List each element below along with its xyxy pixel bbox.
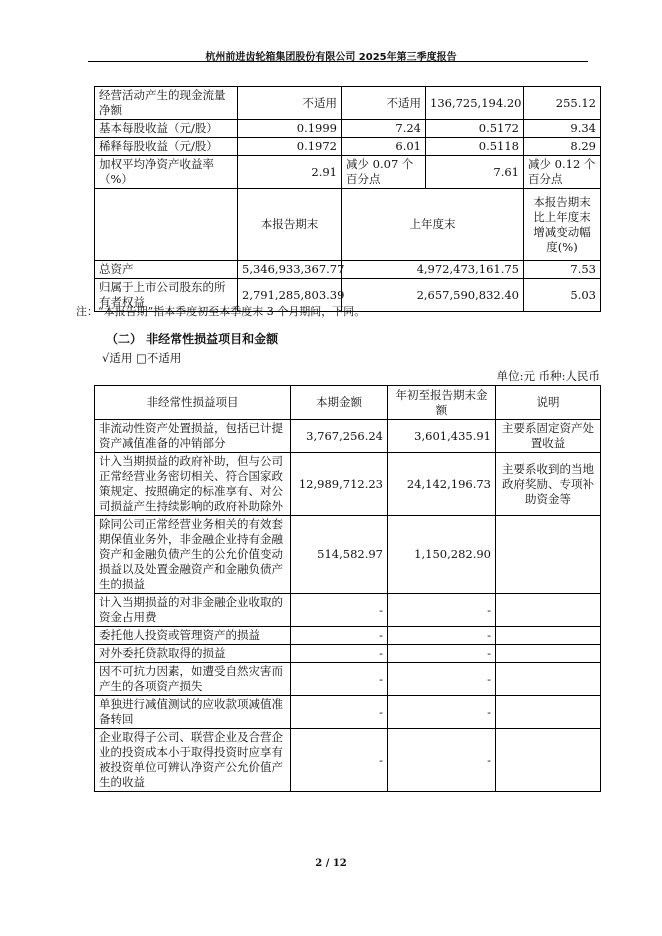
column-header: 本期金额 xyxy=(291,386,388,420)
table-row xyxy=(95,627,601,645)
cell-value: 255.12 xyxy=(524,87,601,120)
table-row xyxy=(95,645,601,663)
row-label: 总资产 xyxy=(95,261,238,279)
cell-value: 514,582.97 xyxy=(291,516,388,594)
column-header: 年初至报告期末金额 xyxy=(388,386,496,420)
cell-desc: 主要系固定资产处置收益 xyxy=(496,420,601,453)
cell-value: - xyxy=(291,594,388,627)
cell-value: 4,972,473,161.75 xyxy=(342,261,524,279)
cell-value: 2,791,285,803.39 xyxy=(238,279,342,312)
table-row xyxy=(95,138,601,156)
cell-value: 减少 0.07 个百分点 xyxy=(342,156,426,189)
cell-desc xyxy=(496,594,601,627)
item-label: 除同公司正常经营业务相关的有效套期保值业务外，非金融企业持有金融资产和金融负债产生的公允价值变动损益以及处置金融资产和金融负债产生的损益 xyxy=(95,516,291,594)
row-label: 归属于上市公司股东的所有者权益 xyxy=(95,279,238,312)
table-row xyxy=(95,594,601,627)
cell-desc xyxy=(496,645,601,663)
cell-value: 136,725,194.20 xyxy=(426,87,524,120)
cell-value: 0.1999 xyxy=(238,120,342,138)
item-label: 因不可抗力因素，如遭受自然灾害而产生的各项资产损失 xyxy=(95,663,291,696)
cell-value: 3,767,256.24 xyxy=(291,420,388,453)
non-recurring-items-table xyxy=(94,385,601,792)
row-label: 经营活动产生的现金流量净额 xyxy=(95,87,238,120)
cell-value: - xyxy=(291,645,388,663)
table-row xyxy=(95,156,601,189)
column-header: 本报告期末比上年度末增减变动幅度(%) xyxy=(524,189,601,261)
cell-value: 24,142,196.73 xyxy=(388,453,496,516)
cell-desc xyxy=(496,696,601,729)
item-label: 企业取得子公司、联营企业及合营企业的投资成本小于取得投资时应享有被投资单位可辨认净资产公允价值产生的收益 xyxy=(95,729,291,792)
row-label: 稀释每股收益（元/股） xyxy=(95,138,238,156)
row-label: 基本每股收益（元/股） xyxy=(95,120,238,138)
row-label: 加权平均净资产收益率（%） xyxy=(95,156,238,189)
cell-value: - xyxy=(291,663,388,696)
table-header-row xyxy=(95,386,601,420)
item-label: 委托他人投资或管理资产的损益 xyxy=(95,627,291,645)
table-row xyxy=(95,420,601,453)
applicable-checkbox-text: √适用 □不适用 xyxy=(102,351,182,365)
cell-value: 8.29 xyxy=(524,138,601,156)
column-header: 说明 xyxy=(496,386,601,420)
cell-desc xyxy=(496,729,601,792)
cell-value: - xyxy=(388,696,496,729)
table-row xyxy=(95,261,601,279)
cell-value: - xyxy=(291,696,388,729)
table-row xyxy=(95,696,601,729)
header-rule xyxy=(88,61,588,62)
cell-value: - xyxy=(388,627,496,645)
column-header: 上年度末 xyxy=(342,189,524,261)
cell-value: 2.91 xyxy=(238,156,342,189)
page-number: 2 / 12 xyxy=(315,858,347,869)
table-row xyxy=(95,663,601,696)
table-row xyxy=(95,120,601,138)
cell-value: 不适用 xyxy=(238,87,342,120)
cell-value: - xyxy=(388,594,496,627)
cell-value: 12,989,712.23 xyxy=(291,453,388,516)
cell-value: - xyxy=(388,663,496,696)
cell-value: 2,657,590,832.40 xyxy=(342,279,524,312)
cell-value: - xyxy=(388,645,496,663)
cell-value: 减少 0.12 个百分点 xyxy=(524,156,601,189)
table-row xyxy=(95,729,601,792)
cell-value: 7.53 xyxy=(524,261,601,279)
section-title: （二） 非经常性损益项目和金额 xyxy=(106,332,279,346)
cell-value: 0.5118 xyxy=(426,138,524,156)
cell-value: 0.1972 xyxy=(238,138,342,156)
cell-value: - xyxy=(291,627,388,645)
item-label: 非流动性资产处置损益，包括已计提资产减值准备的冲销部分 xyxy=(95,420,291,453)
cell-desc xyxy=(496,627,601,645)
table-subheader-row xyxy=(95,189,601,261)
cell-desc: 主要系收到的当地政府奖励、专项补助资金等 xyxy=(496,453,601,516)
item-label: 单独进行减值测试的应收款项减值准备转回 xyxy=(95,696,291,729)
column-header: 非经常性损益项目 xyxy=(95,386,291,420)
item-label: 计入当期损益的对非金融企业收取的资金占用费 xyxy=(95,594,291,627)
column-header: 本报告期末 xyxy=(238,189,342,261)
cell-value: 不适用 xyxy=(342,87,426,120)
cell-value: 9.34 xyxy=(524,120,601,138)
unit-label: 单位:元 币种:人民币 xyxy=(496,369,600,383)
cell-value: 3,601,435.91 xyxy=(388,420,496,453)
cell-value: 7.61 xyxy=(426,156,524,189)
cell-value: - xyxy=(388,729,496,792)
table-row xyxy=(95,516,601,594)
cell-desc xyxy=(496,516,601,594)
cell-value: 6.01 xyxy=(342,138,426,156)
item-label: 计入当期损益的政府补助，但与公司正常经营业务密切相关、符合国家政策规定、按照确定的标准享有、对公司损益产生持续影响的政府补助除外 xyxy=(95,453,291,516)
page-header: 杭州前进齿轮箱集团股份有限公司 2025年第三季度报告 xyxy=(205,52,457,63)
cell-value: 1,150,282.90 xyxy=(388,516,496,594)
cell-value: - xyxy=(291,729,388,792)
cell-value: 5.03 xyxy=(524,279,601,312)
cell-value: 7.24 xyxy=(342,120,426,138)
table-row xyxy=(95,87,601,120)
table-row xyxy=(95,453,601,516)
table-note: 注：“本报告期”指本季度初至本季度末 3 个月期间，下同。 xyxy=(76,305,366,318)
cell-value: 5,346,933,367.77 xyxy=(238,261,342,279)
cell-desc xyxy=(496,663,601,696)
cell-value: 0.5172 xyxy=(426,120,524,138)
empty-cell xyxy=(95,189,238,261)
financial-indicators-table xyxy=(94,86,601,312)
item-label: 对外委托贷款取得的损益 xyxy=(95,645,291,663)
